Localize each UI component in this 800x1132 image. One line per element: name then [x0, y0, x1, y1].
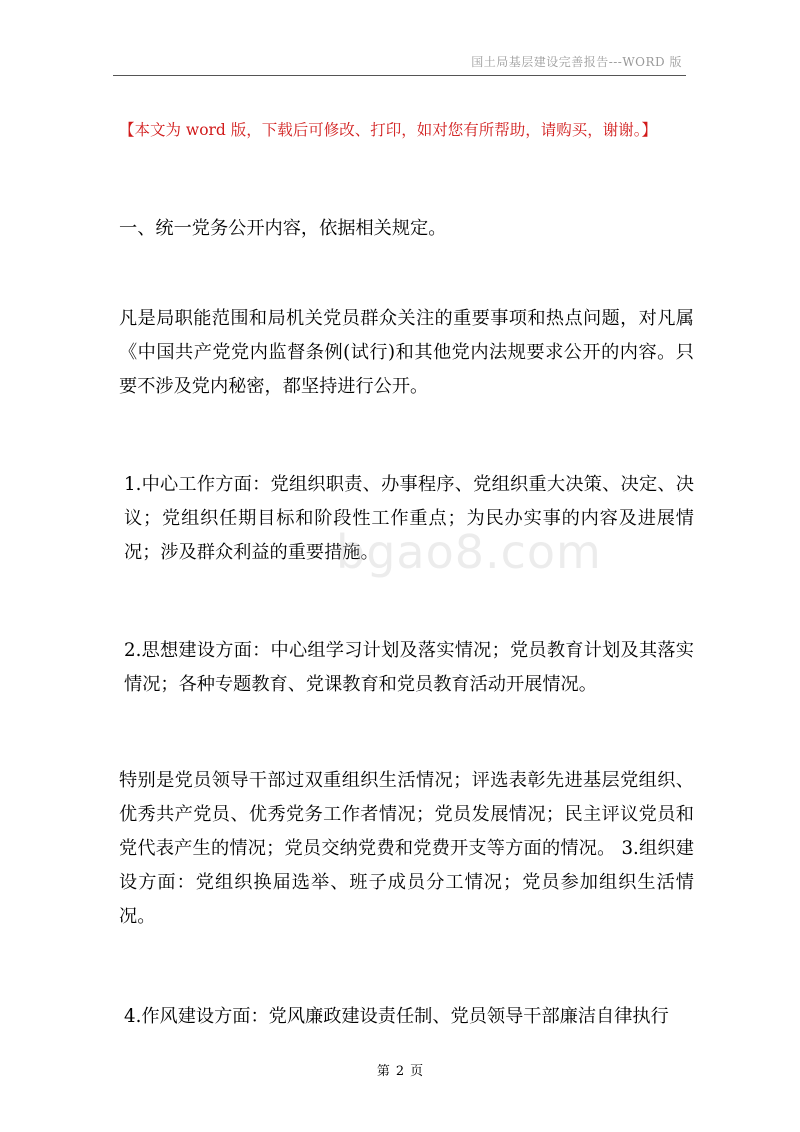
- paragraph-4: 2.思想建设方面：中心组学习计划及落实情况；党员教育计划及其落实情况；各种专题教育、党课教育和党员教育活动开展情况。: [124, 640, 694, 695]
- footer-suffix: 页: [410, 1064, 424, 1079]
- footer-prefix: 第: [376, 1064, 390, 1079]
- header-divider: [113, 75, 686, 76]
- watermark: bgao8.com: [336, 525, 602, 579]
- page-footer: [0, 1060, 800, 1079]
- paragraph-6: 4.作风建设方面：党风廉政建设责任制、党员领导干部廉洁自律执行: [124, 1006, 669, 1027]
- paragraph-2: 凡是局职能范围和局机关党员群众关注的重要事项和热点问题，对凡属《中国共产党党内监督条例(试行)和其他党内法规要求公开的内容。只要不涉及党内秘密，都坚持进行公开。: [119, 308, 694, 397]
- page-number: 2: [395, 1064, 405, 1079]
- paragraph-5: 特别是党员领导干部过双重组织生活情况；评选表彰先进基层党组织、优秀共产党员、优秀党务工作者情况；党员发展情况；民主评议党员和党代表产生的情况；党员交纳党费和党费开支等方面的情况。 3.组织建设方面：党组织换届选举、班子成员分工情况；党员参加组织生活情况。: [119, 770, 694, 927]
- document-header-title: 国土局基层建设完善报告---WORD 版: [471, 55, 682, 69]
- purchase-notice: 【本文为 word 版，下载后可修改、打印，如对您有所帮助，请购买，谢谢。】: [119, 121, 658, 139]
- paragraph-1: 一、统一党务公开内容，依据相关规定。: [119, 218, 447, 239]
- paragraph-3: 1.中心工作方面：党组织职责、办事程序、党组织重大决策、决定、决议；党组织任期目标和阶段性工作重点；为民办实事的内容及进展情况；涉及群众利益的重要措施。: [124, 474, 694, 563]
